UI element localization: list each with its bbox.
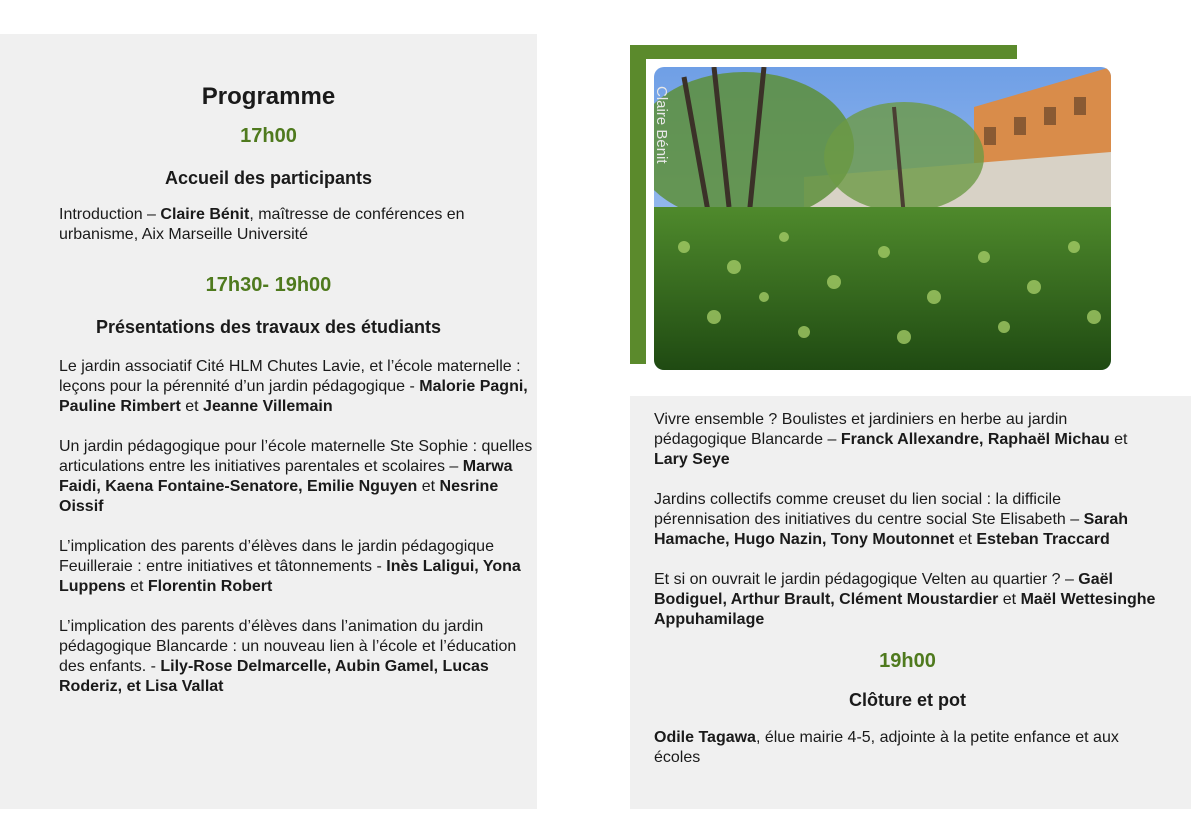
intro-speaker-name: Claire Bénit <box>160 206 250 223</box>
programme-title: Programme <box>201 83 336 110</box>
presentation-item: L’implication des parents d’élèves dans le jardin pédagogique Feuilleraie : entre initiatives et tâtonnements - Inès Laligui, Yona Luppens et Florentin Robert <box>59 538 521 595</box>
time-17h00: 17h00 <box>240 125 297 147</box>
garden-photo-illustration <box>654 67 1111 370</box>
time-17h30-19h00: 17h30- 19h00 <box>205 274 332 296</box>
closing-speaker-name: Odile Tagawa <box>654 729 756 746</box>
programme-left-panel <box>0 34 537 809</box>
closing-paragraph: Odile Tagawa, élue mairie 4-5, adjointe à la petite enfance et aux écoles <box>654 729 1119 766</box>
presentation-item: Un jardin pédagogique pour l’école maternelle Ste Sophie : quelles articulations entre les initiatives parentales et scolaires – Marwa Faidi, Kaena Fontaine-Senatore, Emilie Nguyen et Nesrine Oissif <box>59 438 533 515</box>
presentation-item: Jardins collectifs comme creuset du lien social : la difficile pérennisation des initiatives du centre social Ste Elisabeth – Sarah Hamache, Hugo Nazin, Tony Moutonnet et Esteban Traccard <box>654 491 1129 548</box>
garden-photo <box>654 67 1111 370</box>
heading-accueil: Accueil des participants <box>164 168 373 188</box>
presentation-item: Et si on ouvrait le jardin pédagogique Velten au quartier ? – Gaël Bodiguel, Arthur Brault, Clément Moustardier et Maël Wettesinghe Appuhamilage <box>654 571 1156 628</box>
presentation-item: Le jardin associatif Cité HLM Chutes Lavie, et l’école maternelle : leçons pour la pérennité d’un jardin pédagogique - Malorie Pagni, Pauline Rimbert et Jeanne Villemain <box>59 358 528 415</box>
frame-bar-left <box>630 45 646 364</box>
heading-presentations: Présentations des travaux des étudiants <box>95 317 442 337</box>
presentation-item: L’implication des parents d’élèves dans l’animation du jardin pédagogique Blancarde : un nouveau lien à l’école et l’éducation des enfants. - Lily-Rose Delmarcelle, Aubin Gamel, Lucas Roderiz, et Lisa Vallat <box>59 618 517 695</box>
intro-paragraph: Introduction – Claire Bénit, maîtresse de conférences en urbanisme, Aix Marseille Université <box>59 206 465 243</box>
presentation-item: Vivre ensemble ? Boulistes et jardiniers en herbe au jardin pédagogique Blancarde – Franck Allexandre, Raphaël Michau et Lary Seye <box>654 411 1128 468</box>
photo-credit: Claire Bénit <box>653 86 670 164</box>
time-19h00: 19h00 <box>879 650 936 672</box>
frame-bar-top <box>630 45 1017 59</box>
heading-cloture: Clôture et pot <box>849 690 966 710</box>
programme-right-panel <box>630 396 1191 809</box>
